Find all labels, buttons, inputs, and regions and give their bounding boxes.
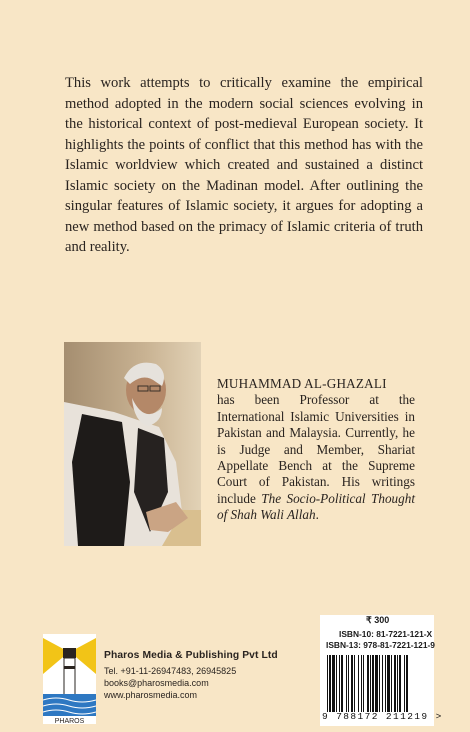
publisher-web: www.pharosmedia.com [104, 690, 198, 700]
author-name: MUHAMMAD AL-GHAZALI [217, 376, 387, 391]
pharos-logo [43, 634, 96, 724]
price-label: ₹ 300 [366, 615, 390, 625]
isbn-10: ISBN-10: 81-7221-121-X [339, 629, 433, 639]
publisher-tel: Tel. +91-11-26947483, 26945825 [104, 666, 237, 676]
barcode [327, 655, 431, 712]
author-bio-text: has been Professor at the International Islamic Universities in Pakistan and Malaysia. Currently, he is Judge and Member, Shariat Appellate Bench at the Supreme Court of Pakistan. His writings include [217, 392, 415, 506]
author-bio [217, 376, 415, 524]
author-bio-end: . [315, 507, 319, 523]
barcode-digits: 9 788172 211219 > [322, 711, 443, 722]
pharos-logo-text: PHAROS [54, 718, 85, 724]
author-book-title: The Socio-Political Thought of Shah Wali Allah [217, 490, 415, 523]
back-cover-blurb: This work attempts to critically examine the empirical method adopted in the modern social sciences evolving in the historical context of post-medieval European society. It highlights the points of conflict that this method has with the Islamic worldview which created and sustained a distinct Islamic society on the Madinan model. After outlining the singular features of Islamic society, it argues for adopting a new method based on the primacy of Islamic criteria of truth and reality. [65, 75, 423, 255]
author-photo [64, 342, 201, 546]
publisher-email: books@pharosmedia.com [104, 678, 209, 688]
publisher-name: Pharos Media & Publishing Pvt Ltd [104, 650, 278, 661]
isbn-13: ISBN-13: 978-81-7221-121-9 [326, 640, 435, 650]
publisher-info [104, 650, 278, 701]
